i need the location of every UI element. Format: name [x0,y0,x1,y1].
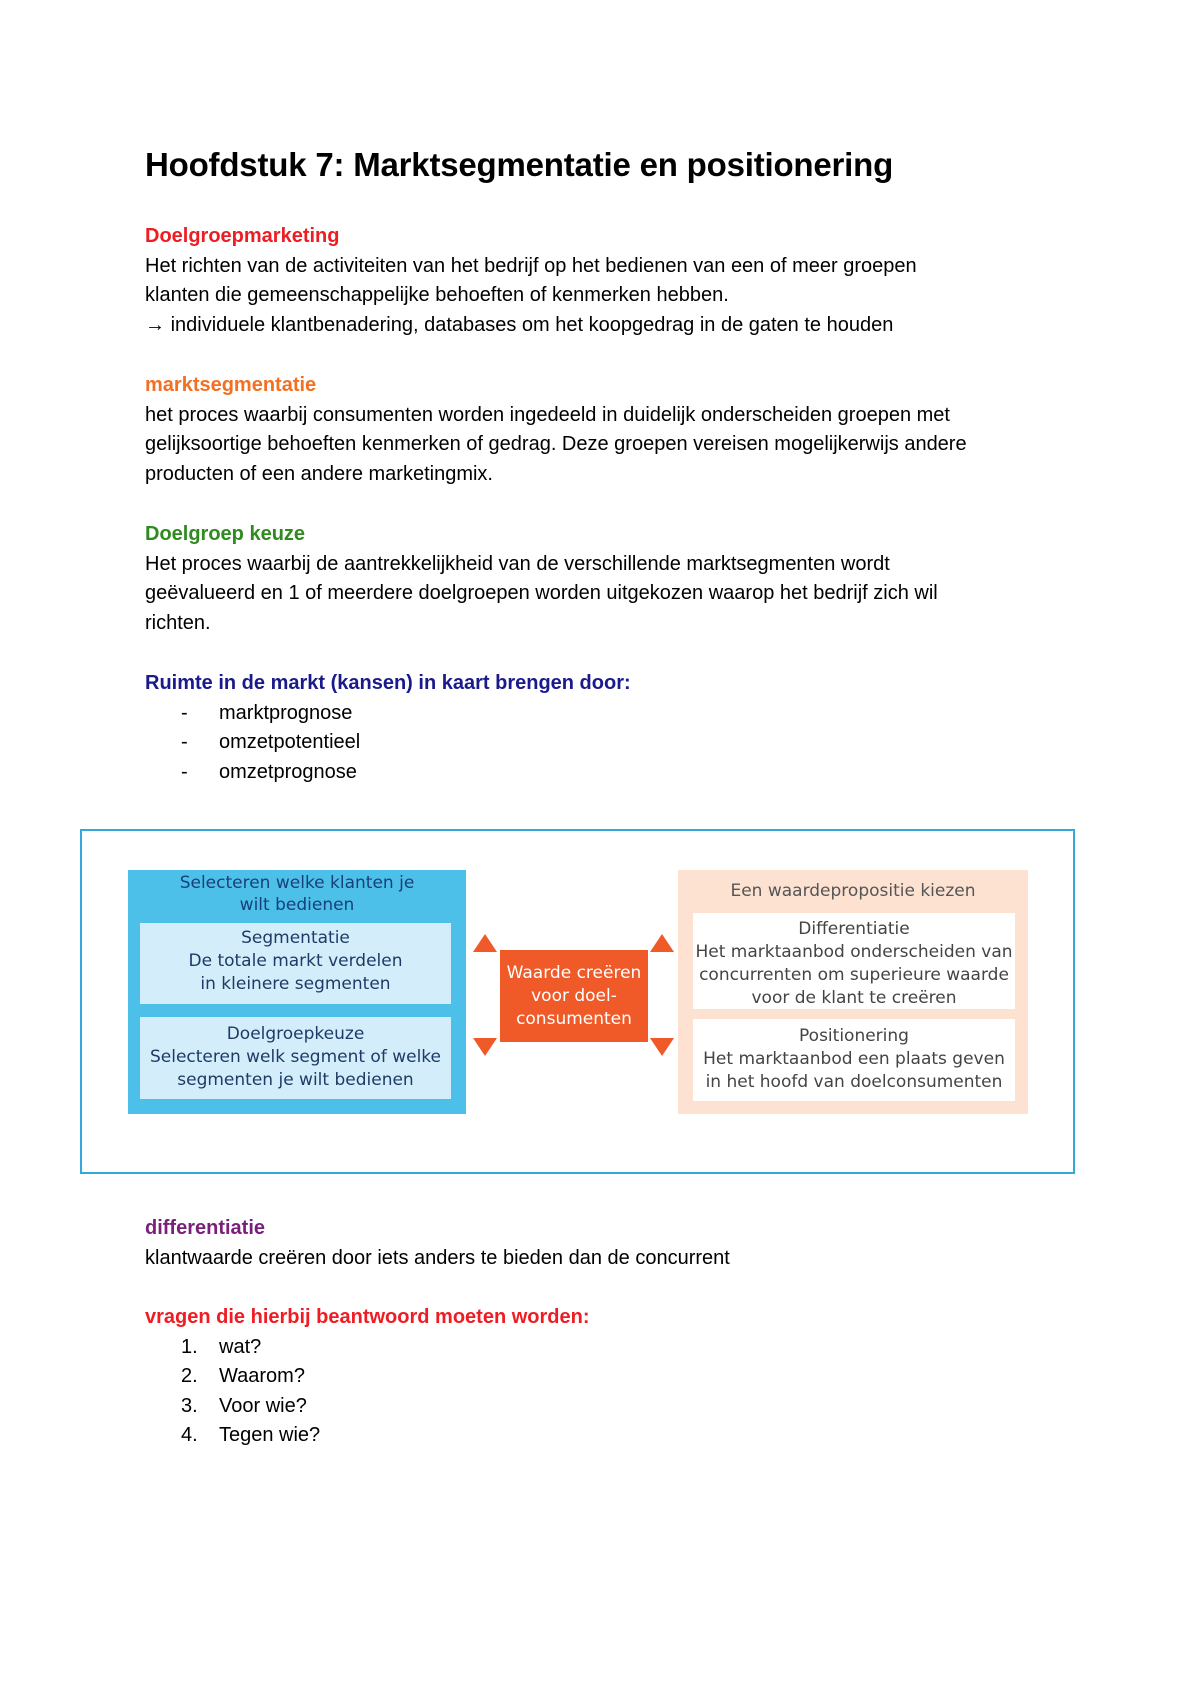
list-item [145,1362,1065,1392]
heading-ruimte-in-de-markt: Ruimte in de markt (kansen) in kaart brengen door: [145,672,631,694]
paragraph-line: Het proces waarbij de aantrekkelijkheid van de verschillende marktsegmenten wordt [145,552,890,575]
heading-doelgroepmarketing: Doelgroepmarketing [145,225,340,247]
diagram-box-title: Doelgroepkeuze [226,1024,365,1044]
diagram-value-proposition-title: Een waardepropositie kiezen [730,881,976,901]
heading-marktsegmentatie: marktsegmentatie [145,374,317,396]
section-ruimte-in-de-markt [145,669,1065,787]
right-double-arrow-icon [647,930,677,1060]
diagram-differentiatie-box [693,913,1015,1009]
diagram-box-line: De totale markt verdelen [188,951,403,971]
diagram-box-line: in het hoofd van doelconsumenten [705,1072,1003,1092]
list-item-text: wat? [219,1335,262,1358]
diagram-center-line: Waarde creëren [506,962,642,983]
diagram-box-line: Selecteren welk segment of welke [149,1047,442,1067]
diagram-title-line: wilt bedienen [239,895,355,915]
page-title: Hoofdstuk 7: Marktsegmentatie en positionering [145,146,894,183]
list-number: 1. [181,1335,198,1358]
arrow-line-text: individuele klantbenadering, databases om het koopgedrag in de gaten te houden [170,313,894,336]
list-item-text: Waarom? [219,1365,305,1387]
section-marktsegmentatie [145,371,1065,489]
numbered-list [145,1333,1065,1451]
diagram-box-line: voor de klant te creëren [751,988,957,1008]
paragraph-line: Het richten van de activiteiten van het bedrijf op het bedienen van een of meer groepen [145,254,917,277]
section-differentiatie [145,1214,1065,1273]
list-item [145,728,1065,758]
diagram-center-line: consumenten [516,1008,632,1029]
list-item-text: Tegen wie? [219,1424,321,1446]
diagram-select-customers-title [128,872,466,916]
section-doelgroepmarketing [145,222,1065,340]
diagram-box-title: Segmentatie [241,928,350,948]
list-item-text: Voor wie? [219,1394,307,1417]
paragraph-line: het proces waarbij consumenten worden ingedeeld in duidelijk onderscheiden groepen met [145,403,950,426]
diagram-box-title: Differentiatie [798,919,910,939]
diagram-positionering-box [693,1019,1015,1101]
diagram-box-line: in kleinere segmenten [200,974,391,994]
paragraph-line: klanten die gemeenschappelijke behoeften of kenmerken hebben. [145,284,729,306]
list-item [145,1421,1065,1451]
diagram-box-line: segmenten je wilt bedienen [177,1070,414,1090]
diagram-box-title: Positionering [799,1026,909,1046]
paragraph-line: klantwaarde creëren door iets anders te bieden dan de concurrent [145,1246,730,1269]
heading-differentiatie: differentiatie [145,1217,266,1239]
section-doelgroep-keuze [145,520,1065,638]
list-item [145,1333,1065,1363]
diagram-box-line: Het marktaanbod een plaats geven [703,1049,1005,1069]
left-double-arrow-icon [470,930,500,1060]
diagram-doelgroepkeuze-box [140,1017,451,1099]
list-number: 3. [181,1394,198,1417]
section-vragen [145,1303,1065,1451]
list-item-text: omzetpotentieel [219,731,361,753]
list-item-text: marktprognose [219,701,353,724]
paragraph-line: producten of een andere marketingmix. [145,462,493,485]
paragraph-line: gelijksoortige behoeften kenmerken of gedrag. Deze groepen vereisen mogelijkerwijs andere [145,433,967,455]
heading-vragen: vragen die hierbij beantwoord moeten worden: [145,1306,590,1328]
arrow-line [145,311,1065,341]
diagram-segmentatie-box [140,923,451,1004]
diagram-box-line: concurrenten om superieure waarde [699,965,1009,985]
list-item [145,758,1065,788]
list-item [145,1392,1065,1422]
arrow-right-icon: → [145,313,165,336]
dash-marker: - [181,731,188,753]
diagram-center-line: voor doel- [531,985,617,1006]
diagram-title-line: Selecteren welke klanten je [179,873,415,893]
paragraph-line: geëvalueerd en 1 of meerdere doelgroepen worden uitgekozen waarop het bedrijf zich wil [145,582,938,604]
heading-doelgroep-keuze: Doelgroep keuze [145,523,306,545]
list-item [145,699,1065,729]
list-item-text: omzetprognose [219,760,357,783]
dash-marker: - [181,701,188,724]
diagram-create-value-box [500,950,648,1042]
list-number: 4. [181,1424,198,1446]
dash-list [145,699,1065,788]
paragraph-line: richten. [145,611,211,634]
diagram-box-line: Het marktaanbod onderscheiden van [695,942,1013,962]
list-number: 2. [181,1365,198,1387]
dash-marker: - [181,760,188,783]
